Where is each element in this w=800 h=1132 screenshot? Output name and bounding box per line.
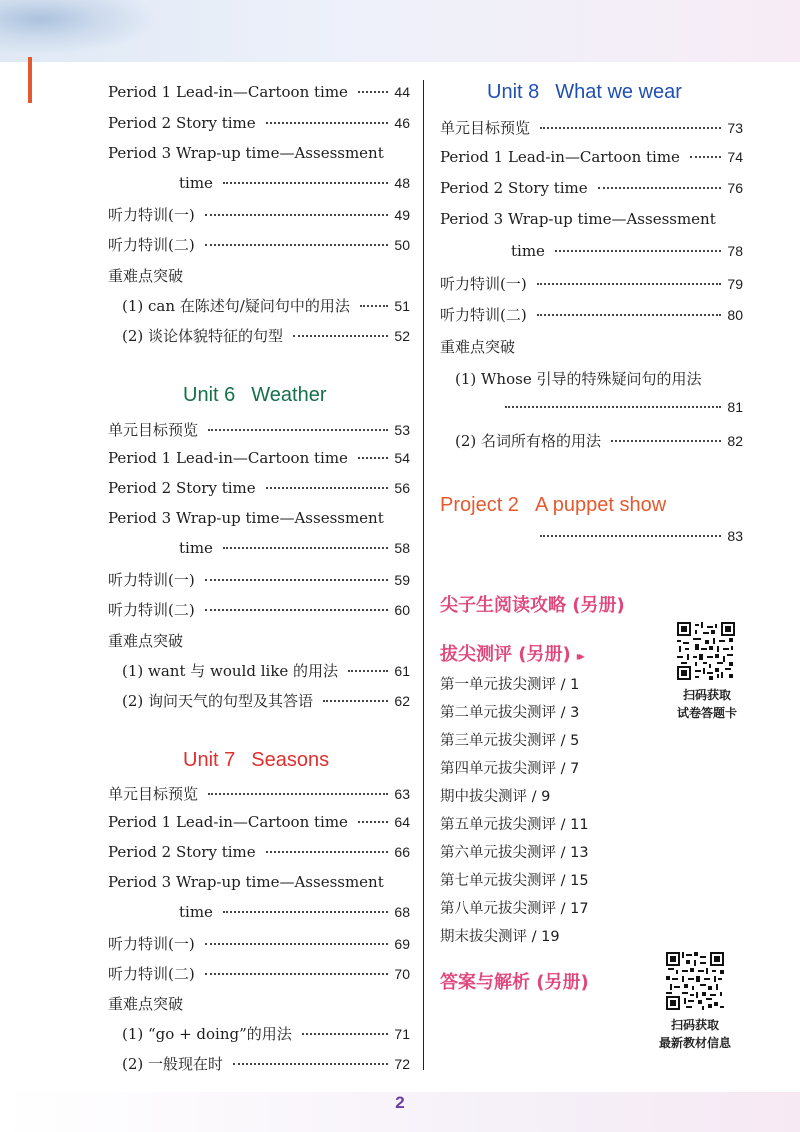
toc-label: Period 3 Wrap-up time—Assessment	[108, 509, 384, 527]
toc-label: Period 2 Story time	[108, 114, 256, 132]
test-item[interactable]: 第五单元拔尖测评 / 11	[440, 817, 589, 833]
qr-caption-line: 最新教材信息	[658, 1036, 731, 1050]
toc-page: 74	[727, 149, 743, 165]
leader-dots	[555, 250, 721, 252]
toc-label: 听力特训(一)	[108, 935, 195, 953]
toc-row[interactable]	[122, 1023, 410, 1044]
toc-row[interactable]	[122, 690, 410, 711]
toc-page: 61	[394, 663, 410, 679]
toc-row[interactable]	[108, 813, 410, 831]
toc-section-label: 重难点突破	[440, 338, 516, 356]
leader-dots	[690, 156, 722, 158]
leader-dots	[302, 1033, 389, 1035]
leader-dots	[293, 335, 388, 337]
leader-dots	[205, 214, 389, 216]
project-number: Project 2	[440, 494, 519, 516]
page-number: 2	[395, 1093, 405, 1112]
toc-row[interactable]	[122, 1053, 410, 1074]
leader-dots	[358, 457, 389, 459]
leader-dots	[537, 314, 722, 316]
toc-label: (2) 询问天气的句型及其答语	[122, 692, 314, 710]
toc-page: 49	[394, 207, 410, 223]
toc-page: 46	[394, 115, 410, 131]
toc-label: time	[511, 242, 545, 260]
toc-row[interactable]	[108, 569, 410, 590]
toc-page: 51	[394, 298, 410, 314]
qr-caption-textbook-info	[640, 1016, 750, 1052]
leader-dots	[358, 91, 389, 93]
toc-row[interactable]	[108, 83, 410, 101]
toc-label: time	[179, 174, 213, 192]
toc-label: 听力特训(一)	[440, 275, 527, 293]
toc-page: 44	[394, 84, 410, 100]
toc-label: Period 2 Story time	[108, 843, 256, 861]
toc-label: (2) 名词所有格的用法	[455, 432, 602, 450]
leader-dots	[223, 911, 388, 913]
toc-page: 52	[394, 328, 410, 344]
leader-dots	[208, 429, 388, 431]
qr-caption-answer-sheet	[662, 686, 752, 722]
qr-code-icon	[666, 952, 724, 1010]
unit-title: Seasons	[251, 749, 330, 771]
toc-label: 听力特训(二)	[108, 236, 195, 254]
toc-row[interactable]	[108, 783, 410, 804]
top-decorative-band	[0, 0, 800, 62]
toc-row[interactable]	[440, 117, 743, 138]
toc-row[interactable]	[122, 660, 410, 681]
leader-dots	[540, 535, 721, 537]
tests-heading[interactable]	[440, 640, 581, 666]
qr-caption-line: 试卷答题卡	[676, 706, 737, 720]
unit-number: Unit 7	[183, 749, 236, 771]
toc-row[interactable]	[540, 528, 743, 544]
toc-page: 53	[394, 422, 410, 438]
toc-page: 58	[394, 540, 410, 556]
test-item[interactable]: 期中拔尖测评 / 9	[440, 789, 551, 805]
toc-page: 83	[727, 528, 743, 544]
toc-label: (1) can 在陈述句/疑问句中的用法	[122, 297, 350, 315]
toc-label: (1) Whose 引导的特殊疑问句的用法	[455, 370, 702, 388]
toc-row[interactable]	[108, 449, 410, 467]
toc-label: 听力特训(二)	[108, 601, 195, 619]
toc-row[interactable]	[495, 399, 743, 415]
toc-section-label: 重难点突破	[108, 267, 184, 285]
unit-title: What we wear	[555, 81, 682, 103]
toc-row[interactable]	[108, 114, 410, 132]
toc-label: 听力特训(二)	[440, 306, 527, 324]
answers-heading[interactable]: 答案与解析 (另册)	[440, 972, 589, 993]
toc-label: Period 3 Wrap-up time—Assessment	[440, 210, 716, 228]
toc-page: 76	[727, 180, 743, 196]
toc-page: 62	[394, 693, 410, 709]
toc-page: 79	[727, 276, 743, 292]
test-item[interactable]: 第六单元拔尖测评 / 13	[440, 845, 589, 861]
toc-page: 59	[394, 572, 410, 588]
toc-row[interactable]	[108, 933, 410, 954]
test-item[interactable]: 第三单元拔尖测评 / 5	[440, 733, 580, 749]
qr-caption-line: 扫码获取	[670, 1018, 719, 1032]
toc-label: Period 1 Lead-in—Cartoon time	[440, 148, 680, 166]
toc-label: 听力特训(二)	[108, 965, 195, 983]
toc-section-label: 重难点突破	[108, 632, 184, 650]
toc-row[interactable]	[511, 242, 743, 260]
unit-title: Weather	[251, 384, 327, 406]
project2-heading[interactable]	[440, 494, 666, 517]
toc-page: 71	[394, 1026, 410, 1042]
toc-row[interactable]	[440, 148, 743, 166]
toc-page: 68	[394, 904, 410, 920]
leader-dots	[505, 406, 721, 408]
leader-dots	[266, 122, 389, 124]
toc-label: Period 3 Wrap-up time—Assessment	[108, 144, 384, 162]
toc-page: 63	[394, 786, 410, 802]
toc-label: 单元目标预览	[108, 421, 199, 439]
toc-row[interactable]	[179, 539, 410, 557]
toc-row[interactable]	[440, 304, 743, 325]
toc-page: 50	[394, 237, 410, 253]
reading-guide-heading[interactable]: 尖子生阅读攻略 (另册)	[440, 595, 625, 616]
toc-label: 听力特训(一)	[108, 571, 195, 589]
qr-caption-line: 扫码获取	[682, 688, 731, 702]
toc-label: (1) want 与 would like 的用法	[122, 662, 339, 680]
toc-page: 60	[394, 602, 410, 618]
leader-dots	[223, 182, 388, 184]
toc-label: Period 2 Story time	[440, 179, 588, 197]
leader-dots	[323, 700, 388, 702]
toc-row[interactable]	[440, 273, 743, 294]
toc-label: 听力特训(一)	[108, 206, 195, 224]
test-item[interactable]: 第二单元拔尖测评 / 3	[440, 705, 580, 721]
leader-dots	[358, 821, 389, 823]
toc-page: 69	[394, 936, 410, 952]
toc-row[interactable]	[179, 903, 410, 921]
leader-dots	[360, 305, 389, 307]
test-item[interactable]: 第一单元拔尖测评 / 1	[440, 677, 580, 693]
toc-row[interactable]	[108, 963, 410, 984]
toc-label: Period 1 Lead-in—Cartoon time	[108, 83, 348, 101]
leader-dots	[537, 283, 722, 285]
leader-dots	[540, 127, 721, 129]
unit-number: Unit 6	[183, 384, 236, 406]
toc-label: Period 1 Lead-in—Cartoon time	[108, 449, 348, 467]
toc-section-label: 重难点突破	[108, 995, 184, 1013]
qr-code-textbook-info[interactable]	[666, 952, 724, 1010]
toc-page: 56	[394, 480, 410, 496]
unit-number: Unit 8	[487, 81, 540, 103]
leader-dots	[223, 547, 388, 549]
toc-row[interactable]	[108, 599, 410, 620]
toc-label: (2) 谈论体貌特征的句型	[122, 327, 284, 345]
toc-page: 78	[727, 243, 743, 259]
toc-row[interactable]	[440, 179, 743, 197]
leader-dots	[205, 943, 389, 945]
column-divider	[423, 80, 424, 1070]
test-item[interactable]: 第七单元拔尖测评 / 15	[440, 873, 589, 889]
toc-label: (2) 一般现在时	[122, 1055, 224, 1073]
toc-row[interactable]	[108, 479, 410, 497]
unit6-heading[interactable]	[183, 384, 326, 407]
toc-page: 48	[394, 175, 410, 191]
toc-page: 81	[727, 399, 743, 415]
leader-dots	[205, 579, 389, 581]
toc-label: Period 2 Story time	[108, 479, 256, 497]
tests-title: 拔尖测评 (另册)	[440, 644, 571, 665]
leader-dots	[208, 793, 388, 795]
leader-dots	[205, 244, 389, 246]
leader-dots	[233, 1063, 388, 1065]
toc-page: 70	[394, 966, 410, 982]
toc-label: time	[179, 539, 213, 557]
toc-label: 单元目标预览	[440, 119, 531, 137]
toc-row[interactable]	[108, 419, 410, 440]
toc-page: 82	[727, 433, 743, 449]
leader-dots	[205, 973, 389, 975]
unit8-heading[interactable]	[487, 81, 682, 104]
unit7-heading[interactable]	[183, 749, 329, 772]
toc-row[interactable]	[122, 295, 410, 316]
leader-dots	[611, 440, 721, 442]
left-accent-bar	[28, 57, 32, 103]
toc-row[interactable]	[108, 204, 410, 225]
toc-page: 72	[394, 1056, 410, 1072]
toc-label: (1) “go + doing”的用法	[122, 1025, 292, 1043]
toc-label: 单元目标预览	[108, 785, 199, 803]
leader-dots	[348, 670, 388, 672]
toc-page: 73	[727, 120, 743, 136]
toc-page: 64	[394, 814, 410, 830]
toc-row[interactable]	[108, 843, 410, 861]
qr-code-answer-sheet[interactable]	[677, 622, 735, 680]
toc-label: Period 3 Wrap-up time—Assessment	[108, 873, 384, 891]
test-item[interactable]: 第八单元拔尖测评 / 17	[440, 901, 589, 917]
project-title: A puppet show	[534, 494, 667, 516]
toc-page: 66	[394, 844, 410, 860]
toc-label: Period 1 Lead-in—Cartoon time	[108, 813, 348, 831]
toc-row[interactable]	[179, 174, 410, 192]
leader-dots	[598, 187, 722, 189]
test-item[interactable]: 第四单元拔尖测评 / 7	[440, 761, 580, 777]
leader-dots	[205, 609, 389, 611]
qr-code-icon	[677, 622, 735, 680]
toc-page: 80	[727, 307, 743, 323]
toc-page: 54	[394, 450, 410, 466]
leader-dots	[266, 487, 389, 489]
toc-label: time	[179, 903, 213, 921]
test-item[interactable]: 期末拔尖测评 / 19	[440, 929, 560, 945]
ink-splash-decoration	[0, 0, 160, 55]
toc-row[interactable]	[108, 234, 410, 255]
double-arrow-icon: ▸▸	[576, 649, 581, 663]
leader-dots	[266, 851, 389, 853]
toc-row[interactable]	[455, 430, 743, 451]
toc-row[interactable]	[122, 325, 410, 346]
